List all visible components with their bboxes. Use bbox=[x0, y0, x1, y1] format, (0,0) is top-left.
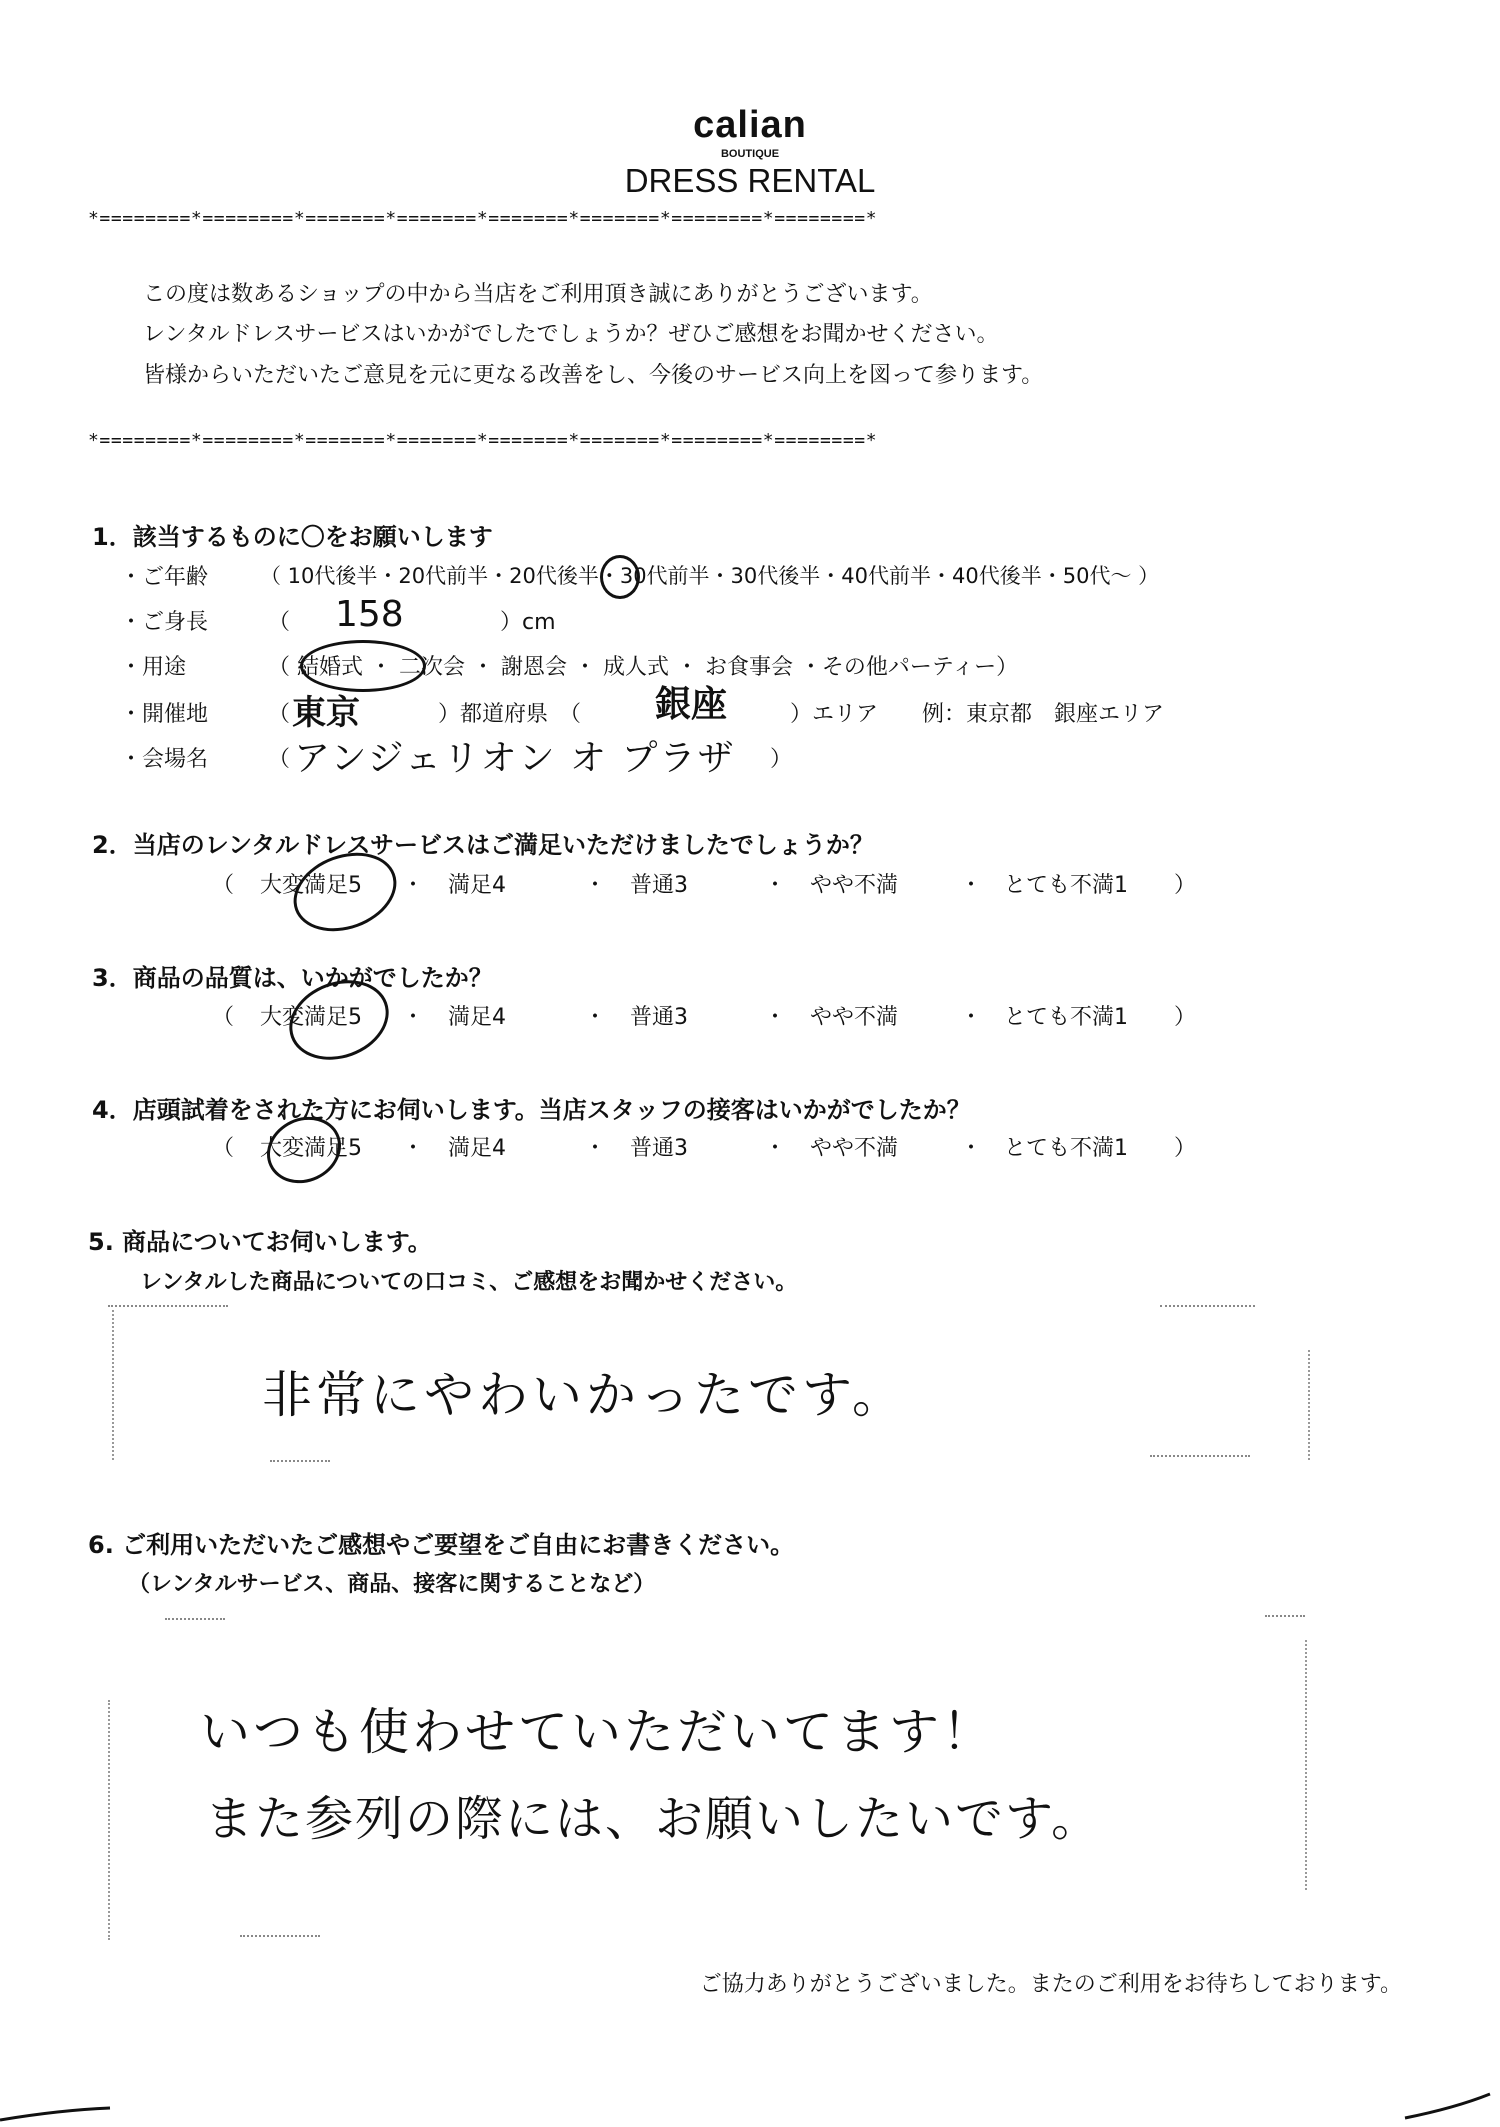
q6-box-top-right-dots bbox=[1265, 1615, 1305, 1617]
rating-open: （ bbox=[212, 1005, 235, 1030]
rating-4: 満足4 bbox=[448, 1005, 506, 1030]
age-selection-circle bbox=[600, 555, 640, 599]
rating-sep: ・ bbox=[764, 1136, 787, 1161]
q6-answer-line-1: いつも使わせていただいてます！ bbox=[200, 1703, 995, 1761]
divider-bottom: *========*========*=======*=======*=======*=======*========*========* bbox=[88, 430, 878, 451]
height-unit: ）cm bbox=[500, 610, 556, 635]
brand-logo-name: calian bbox=[693, 104, 807, 146]
q5-box-top-left-dots bbox=[108, 1305, 228, 1307]
venue-area-unit: ）エリア 例：東京都 銀座エリア bbox=[790, 702, 1165, 727]
q4-title: 4．店頭試着をされた方にお伺いします。当店スタッフの接客はいかがでしたか？ bbox=[92, 1096, 971, 1124]
q6-title: 6. ご利用いただいたご感想やご要望をご自由にお書きください。 bbox=[88, 1531, 795, 1559]
hall-label: ・会場名 bbox=[120, 747, 209, 772]
venue-label: ・開催地 bbox=[120, 702, 209, 727]
q1-title: 1．該当するものに〇をお願いします bbox=[92, 523, 493, 551]
rating-4: 満足4 bbox=[448, 1136, 506, 1161]
scan-edge-right-mark bbox=[1405, 2094, 1490, 2118]
q5-box-bottom-dots bbox=[270, 1460, 330, 1462]
rating-1: とても不満1 bbox=[1004, 873, 1128, 898]
q6-box-right-dots bbox=[1305, 1640, 1307, 1890]
rating-1: とても不満1 bbox=[1004, 1136, 1128, 1161]
intro-line-1: この度は数あるショップの中から当店をご利用頂き誠にありがとうございます。 bbox=[143, 282, 933, 307]
q5-subtitle: レンタルした商品についての口コミ、ご感想をお聞かせください。 bbox=[140, 1270, 798, 1295]
q6-box-left-dots bbox=[108, 1700, 110, 1940]
rating-open: （ bbox=[212, 1136, 235, 1161]
rating-sep: ・ bbox=[402, 1005, 425, 1030]
rating-3: 普通3 bbox=[630, 1136, 688, 1161]
rating-sep: ・ bbox=[764, 873, 787, 898]
rating-3: 普通3 bbox=[630, 1005, 688, 1030]
q6-box-bottom-dots bbox=[240, 1935, 320, 1937]
venue-prefecture-unit: ）都道府県 （ bbox=[438, 702, 582, 727]
brand-logo-sub: BOUTIQUE bbox=[720, 148, 780, 160]
rating-3: 普通3 bbox=[630, 873, 688, 898]
rating-close: ） bbox=[1174, 873, 1197, 898]
rating-4: 満足4 bbox=[448, 873, 506, 898]
venue-area-value: 銀座 bbox=[655, 684, 728, 725]
age-options: （ 10代後半・20代前半・20代後半・30代前半・30代後半・40代前半・40代後半・50代～ ） bbox=[260, 564, 1160, 588]
q5-answer: 非常にやわいかったです。 bbox=[262, 1366, 906, 1424]
divider-top: *========*========*=======*=======*=======*=======*========*========* bbox=[88, 208, 878, 229]
q5-box-left-dots bbox=[112, 1310, 114, 1460]
rating-sep: ・ bbox=[960, 873, 983, 898]
venue-prefecture-value: 東京 bbox=[292, 693, 360, 733]
footer-thanks: ご協力ありがとうございました。またのご利用をお待ちしております。 bbox=[699, 1972, 1402, 1997]
scan-edge-left-mark bbox=[0, 2108, 110, 2120]
rating-sep: ・ bbox=[764, 1005, 787, 1030]
height-label: ・ご身長 bbox=[120, 610, 209, 635]
rating-2: やや不満 bbox=[810, 1136, 899, 1161]
q6-subtitle: （レンタルサービス、商品、接客に関することなど） bbox=[128, 1572, 656, 1597]
rating-5: 大変満足5 bbox=[260, 1005, 362, 1030]
rating-5: 大変満足5 bbox=[260, 873, 362, 898]
rating-open: （ bbox=[212, 873, 235, 898]
height-open: （ bbox=[268, 610, 291, 635]
rating-5: 大変満足5 bbox=[260, 1136, 362, 1161]
rating-2: やや不満 bbox=[810, 873, 899, 898]
brand-title: DRESS RENTAL bbox=[624, 162, 876, 199]
q5-box-right-dots bbox=[1308, 1350, 1310, 1460]
age-label: ・ご年齢 bbox=[120, 565, 209, 590]
intro-line-2: レンタルドレスサービスはいかがでしたでしょうか？ぜひご感想をお聞かせください。 bbox=[143, 322, 999, 347]
rating-close: ） bbox=[1174, 1136, 1197, 1161]
hall-value: アンジェリオン オ プラザ bbox=[294, 738, 736, 779]
venue-open: （ bbox=[268, 702, 291, 727]
rating-1: とても不満1 bbox=[1004, 1005, 1128, 1030]
q5-title: 5. 商品についてお伺いします。 bbox=[88, 1228, 432, 1256]
hall-close: ） bbox=[770, 747, 793, 772]
purpose-options: （ 結婚式 ・ 二次会 ・ 謝恩会 ・ 成人式 ・ お食事会 ・その他パーティー） bbox=[268, 655, 1019, 680]
rating-sep: ・ bbox=[960, 1005, 983, 1030]
intro-line-3: 皆様からいただいたご意見を元に更なる改善をし、今後のサービス向上を図って参ります。 bbox=[143, 363, 1044, 388]
rating-sep: ・ bbox=[584, 1005, 607, 1030]
q5-box-bottom-right-dots bbox=[1150, 1455, 1250, 1457]
rating-2: やや不満 bbox=[810, 1005, 899, 1030]
rating-sep: ・ bbox=[402, 1136, 425, 1161]
purpose-label: ・用途 bbox=[120, 655, 187, 680]
hall-open: （ bbox=[268, 747, 291, 772]
height-value: 158 bbox=[335, 594, 404, 635]
scan-edge-marks bbox=[0, 2080, 1500, 2127]
q4-rating-options bbox=[212, 1131, 1204, 1162]
q3-title: 3．商品の品質は、いかがでしたか？ bbox=[92, 964, 493, 992]
rating-sep: ・ bbox=[402, 873, 425, 898]
q5-box-top-right-dots bbox=[1160, 1305, 1255, 1307]
q2-title: 2．当店のレンタルドレスサービスはご満足いただけましたでしょうか？ bbox=[92, 831, 874, 859]
q6-box-top-left-dots bbox=[165, 1618, 225, 1620]
rating-sep: ・ bbox=[584, 873, 607, 898]
rating-close: ） bbox=[1174, 1005, 1197, 1030]
rating-sep: ・ bbox=[960, 1136, 983, 1161]
q6-answer-line-2: また参列の際には、お願いしたいです。 bbox=[205, 1791, 1102, 1847]
rating-sep: ・ bbox=[584, 1136, 607, 1161]
